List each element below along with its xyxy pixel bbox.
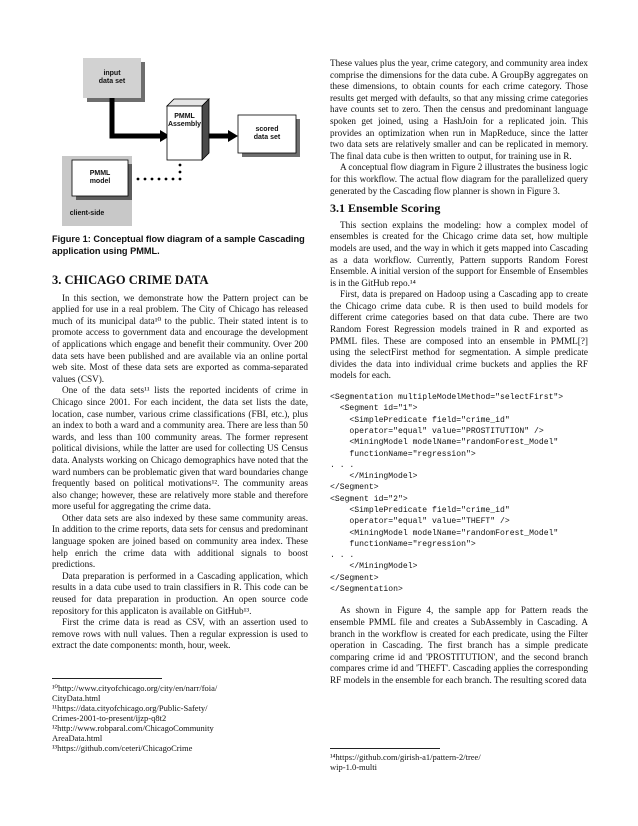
figure-1-diagram xyxy=(52,40,308,230)
dotted-connector xyxy=(137,164,182,181)
footnote-14: ¹⁴https://github.com/girish-a1/pattern-2/tree/ wip-1.0-multi xyxy=(330,752,481,772)
subsection-3-1-title: 3.1 Ensemble Scoring xyxy=(330,201,441,216)
footnote-rule-right xyxy=(330,748,440,749)
right-column xyxy=(330,58,588,687)
footnote-13: ¹³https://github.com/ceteri/ChicagoCrime xyxy=(52,743,193,753)
scored-arrow-head xyxy=(228,130,238,142)
right-paragraph-5: As shown in Figure 4, the sample app for Pattern reads the ensemble PMML file and creates a SubAssembly in Cascading. A branch in the workflow is created for each predicate, using the Filter operation in Cascading. The first branch has a simple predicate comparing crime id and 'PROSTITUTION', and the second branch compares crime id and 'THEFT'. Cascading applies the corresponding RF models in the ensemble for each branch. The resulting scored data xyxy=(330,605,588,685)
input-data-set-label: input data set xyxy=(98,70,126,85)
left-column xyxy=(52,40,308,652)
footnote-12: ¹²http://www.robparal.com/ChicagoCommunity AreaData.html xyxy=(52,723,214,743)
pmml-assembly-label: PMML Assembly xyxy=(167,113,202,128)
section-3-paragraph: In this section, we demonstrate how the Pattern project can be applied for use in a real problem. The City of Chicago has released much of its municipal data¹⁰ to the public. Their stated intent is to promote access to government data and encourage the development of applications which engage and benefit their community. Over 200 data sets have been published and are available via an online portal web site. Most of these data sets are exported as comma-separated values (CSV). xyxy=(52,292,308,384)
input-to-assembly-arrow xyxy=(112,98,160,136)
right-paragraph-2: A conceptual flow diagram in Figure 2 illustrates the business logic for this workflow. The actual flow diagram for the parallelized query generated by the Cascading flow planner is shown in Figure 3. xyxy=(330,162,589,196)
figure-1-caption: Figure 1: Conceptual flow diagram of a sample Cascading application using PMML. xyxy=(52,234,305,256)
footnotes-left xyxy=(52,683,308,753)
scored-data-set-label: scored data set xyxy=(253,126,281,141)
section-3-title: 3. CHICAGO CRIME DATA xyxy=(52,273,209,287)
section-3-paragraph: First the crime data is read as CSV, with an assertion used to remove rows with null values. Then a regular expression is used to extract the date components: month, hour, week. xyxy=(52,617,308,651)
footnote-11: ¹¹https://data.cityofchicago.org/Public-Safety/ Crimes-2001-to-present/ijzp-q8t2 xyxy=(52,703,208,723)
footnote-10: ¹⁰http://www.cityofchicago.org/city/en/narr/foia/ CityData.html xyxy=(52,683,218,703)
right-paragraph-1: These values plus the year, crime category, and community area index comprise the dimensions for the data cube. A GroupBy aggregates on these dimensions, to obtain counts for each crime category. Those results get merged with defaults, so that any missing crime categories have counts set to zero. Then the census and predominant language spoken get joined, using a HashJoin for a replicated join. This provides an optimization when run in MapReduce, since the latter two data sets are relatively smaller and can be replicated in memory. The final data cube is then written to output, for training use in R. xyxy=(330,58,588,161)
pmml-code-listing: <Segmentation multipleModelMethod="selectFirst"> <Segment id="1"> <SimplePredicate field="crime_id" operator="equal" value="PROSTITUTION" /> <MiningModel modelName="randomForest_Model" functionName="regression"> . . . </MiningModel> </Segment> <Segment id="2"> <SimplePredicate field="crime_id" operator="equal" value="THEFT" /> <MiningModel modelName="randomForest_Model" functionName="regression"> . . . </MiningModel> </Segment> </Segmentation> xyxy=(330,393,564,595)
right-paragraph-3: This section explains the modeling: how a complex model of ensembles is created for the Chicago crime data set, how multiple models are used, and the way in which it gets mapped into Cascading as a data workflow. Currently, Pattern supports Random Forest Ensemble. A initial version of the support for Ensemble of Ensembles is in the GitHub repo.¹⁴ xyxy=(330,219,588,288)
right-paragraph-4: First, data is prepared on Hadoop using a Cascading app to create the Chicago crime data cube. R is then used to build models for different crime categories based on that data cube. There are two Random Forest Regression models trained in R and exported as PMML files. These are composed into an ensemble in PMML[?] using the selectFirst method for segmentation. A simple predicate divides the data into individual crime buckets and applies the RF models for each. xyxy=(330,289,588,381)
section-3-paragraph: Data preparation is performed in a Cascading application, which results in a data cube used to train classifiers in R. This code can be reused for data preparation in production. An open source code repository for this applicaton is available on GitHub¹³. xyxy=(52,570,308,616)
client-side-label: client-side xyxy=(69,210,105,217)
section-3-paragraph: Other data sets are also indexed by these same community areas. In addition to the crime reports, data sets for census and predominant language spoken are joined based on community area index. These help enrich the crime data with additional signals to boost predictions. xyxy=(52,512,308,570)
assembly-box-side xyxy=(202,99,209,160)
pmml-model-label: PMML model xyxy=(89,170,111,185)
footnote-rule-left xyxy=(52,678,162,679)
section-3-paragraph: One of the data sets¹¹ lists the reported incidents of crime in Chicago since 2001. For each incident, the data set lists the date, location, case number, various crime classifications (FBI, etc.), plus an index to both a ward and a community area. There are less than 50 wards, and less than 100 community areas. The former represent political divisions, while the latter are used for collecting US Census data. Analysts working on Chicago demographics have noted that the ward numbers can be problematic given that ward boundaries change frequently based on political motivations¹². The community areas also change; however, these are relatively more stable and therefore more useful for aggregating the crime data. xyxy=(52,385,308,512)
